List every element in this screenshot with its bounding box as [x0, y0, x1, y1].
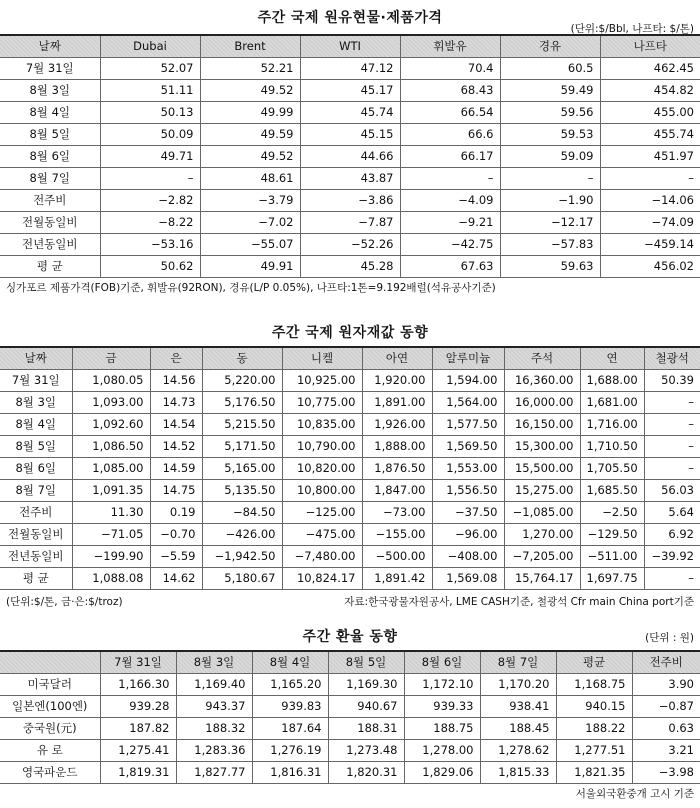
oil-table-cell: −1.90: [500, 189, 600, 211]
oil-price-title: 주간 국제 원유현물·제품가격: [257, 10, 443, 26]
metals-table-cell: 0.19: [150, 501, 202, 523]
oil-footnote: 싱가포르 제품가격(FOB)기준, 휘발유(92RON), 경유(L/P 0.05%), 나프타:1톤=9.192배럴(석유공사기준): [6, 281, 496, 294]
metals-table-cell: 5,215.50: [202, 413, 282, 435]
metals-table-cell: −7,205.00: [504, 545, 580, 567]
metals-table-cell: −2.50: [580, 501, 644, 523]
fx-table-cell: 1,277.51: [556, 739, 632, 761]
oil-table-cell: −4.09: [400, 189, 500, 211]
metals-table-row: [0, 391, 700, 413]
metals-table-cell: 5,180.67: [202, 567, 282, 589]
fx-table-cell: 1,815.33: [480, 761, 556, 783]
oil-table-cell: 455.00: [600, 101, 700, 123]
oil-table-cell: −12.17: [500, 211, 600, 233]
oil-table-row: [0, 211, 700, 233]
oil-table-cell: 60.5: [500, 57, 600, 79]
metals-table-cell: 10,824.17: [282, 567, 362, 589]
metals-table-cell: 14.75: [150, 479, 202, 501]
metals-table-cell: 5,171.50: [202, 435, 282, 457]
fx-table-cell: 1,278.62: [480, 739, 556, 761]
oil-table-cell: 59.63: [500, 255, 600, 277]
fx-source: 서울외국환중개 고시 기준: [575, 788, 694, 800]
metals-table-cell: 1,085.00: [72, 457, 150, 479]
metals-table-cell: 1,093.00: [72, 391, 150, 413]
metals-table-cell: 56.03: [644, 479, 700, 501]
metals-table-cell: −7,480.00: [282, 545, 362, 567]
metals-table-row: [0, 369, 700, 391]
oil-table-row: [0, 255, 700, 277]
metals-table-cell: 1,553.00: [432, 457, 504, 479]
fx-table-cell: −3.98: [632, 761, 700, 783]
metals-table-header-cell: 알루미늄: [432, 347, 504, 369]
oil-table-cell: 59.53: [500, 123, 600, 145]
fx-table-cell: 1,816.31: [252, 761, 328, 783]
fx-table-row: [0, 717, 700, 739]
oil-table-row-label: 8월 3일: [0, 79, 100, 101]
fx-table-cell: 1,829.06: [404, 761, 480, 783]
fx-table-row: [0, 761, 700, 783]
fx-table-header-cell: 8월 6일: [404, 651, 480, 673]
oil-table-cell: 49.91: [200, 255, 300, 277]
metals-table-cell: −96.00: [432, 523, 504, 545]
oil-table-cell: −57.83: [500, 233, 600, 255]
metals-table-cell: −0.70: [150, 523, 202, 545]
oil-table-row-label: 7월 31일: [0, 57, 100, 79]
metals-table-row-label: 전년동일비: [0, 545, 72, 567]
oil-table-header-cell: 경유: [500, 35, 600, 57]
oil-table-cell: −9.21: [400, 211, 500, 233]
metals-table-row: [0, 523, 700, 545]
oil-table-row-label: 전월동일비: [0, 211, 100, 233]
metals-footrow: [0, 590, 700, 612]
oil-table-cell: −42.75: [400, 233, 500, 255]
fx-table-cell: 1,165.20: [252, 673, 328, 695]
oil-table-cell: 451.97: [600, 145, 700, 167]
oil-table-row: [0, 57, 700, 79]
fx-table-cell: 1,819.31: [100, 761, 176, 783]
metals-table-cell: 1,569.08: [432, 567, 504, 589]
oil-table-row-label: 전년동일비: [0, 233, 100, 255]
oil-table-header-cell: 날짜: [0, 35, 100, 57]
fx-table-row: [0, 673, 700, 695]
metals-table-row: [0, 479, 700, 501]
oil-table-row-label: 8월 5일: [0, 123, 100, 145]
metals-table-cell: 10,775.00: [282, 391, 362, 413]
metals-table-cell: −39.92: [644, 545, 700, 567]
fx-unit: (단위 : 원): [645, 632, 694, 644]
fx-table-cell: 939.33: [404, 695, 480, 717]
oil-table-cell: 68.43: [400, 79, 500, 101]
metals-table-cell: 1,556.50: [432, 479, 504, 501]
metals-table-cell: −500.00: [362, 545, 432, 567]
metals-table-cell: –: [644, 567, 700, 589]
oil-table-cell: 59.09: [500, 145, 600, 167]
fx-table-cell: 939.28: [100, 695, 176, 717]
oil-table-cell: 47.12: [300, 57, 400, 79]
fx-table-cell: 938.41: [480, 695, 556, 717]
metals-table-cell: 1,926.00: [362, 413, 432, 435]
fx-table-cell: 1,276.19: [252, 739, 328, 761]
oil-table-cell: 66.6: [400, 123, 500, 145]
fx-table-cell: −0.87: [632, 695, 700, 717]
metals-table-cell: 1,577.50: [432, 413, 504, 435]
oil-table-header-cell: Dubai: [100, 35, 200, 57]
fx-table-cell: 939.83: [252, 695, 328, 717]
oil-table-cell: 59.49: [500, 79, 600, 101]
metals-table-row-label: 전월동일비: [0, 523, 72, 545]
metals-table-cell: 1,891.42: [362, 567, 432, 589]
fx-table-cell: 1,169.30: [328, 673, 404, 695]
metals-table-cell: 1,716.00: [580, 413, 644, 435]
oil-table-cell: −74.09: [600, 211, 700, 233]
metals-table-cell: 10,925.00: [282, 369, 362, 391]
metals-table-cell: −129.50: [580, 523, 644, 545]
metals-table-cell: 50.39: [644, 369, 700, 391]
metals-table-cell: −1,942.50: [202, 545, 282, 567]
oil-price-unit: (단위:$/Bbl, 나프타: $/톤): [570, 23, 694, 35]
metals-table-cell: 14.62: [150, 567, 202, 589]
metals-table-row-label: 8월 5일: [0, 435, 72, 457]
oil-table-cell: 51.11: [100, 79, 200, 101]
oil-table-cell: 456.02: [600, 255, 700, 277]
metals-table-cell: 1,594.00: [432, 369, 504, 391]
oil-table-row-label: 8월 7일: [0, 167, 100, 189]
metals-table-cell: 1,086.50: [72, 435, 150, 457]
metals-table-cell: 5,220.00: [202, 369, 282, 391]
metals-table-header-cell: 날짜: [0, 347, 72, 369]
metals-table-cell: −408.00: [432, 545, 504, 567]
metals-table-cell: −5.59: [150, 545, 202, 567]
metals-table-header-cell: 니켈: [282, 347, 362, 369]
metals-table-cell: 14.73: [150, 391, 202, 413]
metals-table-cell: 11.30: [72, 501, 150, 523]
fx-table-cell: 3.21: [632, 739, 700, 761]
metals-table-cell: 1,091.35: [72, 479, 150, 501]
fx-table-cell: 188.75: [404, 717, 480, 739]
metals-table-row: [0, 435, 700, 457]
metals-table-row: [0, 413, 700, 435]
metals-table-cell: −511.00: [580, 545, 644, 567]
metals-table-cell: 1,705.50: [580, 457, 644, 479]
metals-table-cell: 15,275.00: [504, 479, 580, 501]
fx-table-cell: 188.31: [328, 717, 404, 739]
oil-table-cell: 70.4: [400, 57, 500, 79]
fx-table-cell: 188.32: [176, 717, 252, 739]
metals-table-cell: −125.00: [282, 501, 362, 523]
metals-table-header-cell: 연: [580, 347, 644, 369]
oil-table-header-cell: WTI: [300, 35, 400, 57]
fx-section: [0, 620, 700, 784]
metals-unit: (단위:$/톤, 금·은:$/troz): [6, 595, 123, 608]
fx-table-cell: 943.37: [176, 695, 252, 717]
fx-table-cell: 188.45: [480, 717, 556, 739]
metals-table-cell: 16,000.00: [504, 391, 580, 413]
metals-table-cell: 10,835.00: [282, 413, 362, 435]
oil-table-row-label: 평 균: [0, 255, 100, 277]
oil-table-row: [0, 79, 700, 101]
fx-table-header-cell: 8월 3일: [176, 651, 252, 673]
metals-table-row: [0, 545, 700, 567]
metals-table-header-cell: 주석: [504, 347, 580, 369]
metals-table-cell: 1,847.00: [362, 479, 432, 501]
fx-table-row-label: 중국원(元): [0, 717, 100, 739]
fx-table-cell: 1,169.40: [176, 673, 252, 695]
oil-table-cell: 66.17: [400, 145, 500, 167]
metals-table-row: [0, 501, 700, 523]
metals-table-cell: −426.00: [202, 523, 282, 545]
oil-table-cell: −7.87: [300, 211, 400, 233]
oil-table-cell: –: [400, 167, 500, 189]
oil-table-cell: −52.26: [300, 233, 400, 255]
oil-table-cell: 50.13: [100, 101, 200, 123]
metals-table-header-cell: 금: [72, 347, 150, 369]
fx-table-cell: 1,275.41: [100, 739, 176, 761]
metals-table-cell: −84.50: [202, 501, 282, 523]
oil-table-cell: 67.63: [400, 255, 500, 277]
fx-table-cell: 940.67: [328, 695, 404, 717]
metals-table-cell: −71.05: [72, 523, 150, 545]
oil-table-cell: 50.09: [100, 123, 200, 145]
oil-table-header-cell: 휘발유: [400, 35, 500, 57]
metals-table-cell: 10,800.00: [282, 479, 362, 501]
metals-table-row-label: 전주비: [0, 501, 72, 523]
metals-table-cell: –: [644, 413, 700, 435]
metals-table-cell: 15,500.00: [504, 457, 580, 479]
oil-table-cell: 49.52: [200, 145, 300, 167]
oil-table-cell: −3.86: [300, 189, 400, 211]
metals-table-cell: 1,688.00: [580, 369, 644, 391]
oil-table-cell: –: [100, 167, 200, 189]
oil-table-cell: −459.14: [600, 233, 700, 255]
metals-table-cell: −1,085.00: [504, 501, 580, 523]
fx-table-cell: 3.90: [632, 673, 700, 695]
metals-table-header-cell: 철광석: [644, 347, 700, 369]
metals-table-cell: −155.00: [362, 523, 432, 545]
metals-table-cell: 1,710.50: [580, 435, 644, 457]
metals-table-cell: 14.52: [150, 435, 202, 457]
oil-table-cell: 52.07: [100, 57, 200, 79]
oil-table-cell: –: [600, 167, 700, 189]
fx-table-row: [0, 739, 700, 761]
metals-table-cell: 1,270.00: [504, 523, 580, 545]
fx-table-cell: 187.64: [252, 717, 328, 739]
fx-table-cell: 1,821.35: [556, 761, 632, 783]
oil-table-cell: 462.45: [600, 57, 700, 79]
metals-source: 자료:한국광물자원공사, LME CASH기준, 철광석 Cfr main China port기준: [344, 595, 694, 608]
oil-table-cell: 49.71: [100, 145, 200, 167]
fx-table-cell: 1,273.48: [328, 739, 404, 761]
metals-table-cell: 1,685.50: [580, 479, 644, 501]
fx-table-row-label: 유 로: [0, 739, 100, 761]
fx-table-cell: 1,168.75: [556, 673, 632, 695]
metals-table-cell: 16,150.00: [504, 413, 580, 435]
fx-table-cell: 188.22: [556, 717, 632, 739]
metals-table-row-label: 8월 3일: [0, 391, 72, 413]
fx-table-header-cell: 평균: [556, 651, 632, 673]
oil-table-row: [0, 233, 700, 255]
fx-table: [0, 650, 700, 784]
oil-table-cell: –: [500, 167, 600, 189]
fx-table-header-cell: 전주비: [632, 651, 700, 673]
metals-table-cell: 1,681.00: [580, 391, 644, 413]
metals-table-cell: −37.50: [432, 501, 504, 523]
metals-table-cell: 15,764.17: [504, 567, 580, 589]
oil-price-section: [0, 0, 700, 298]
oil-table-cell: 50.62: [100, 255, 200, 277]
metals-table-cell: 1,697.75: [580, 567, 644, 589]
metals-table-cell: 1,876.50: [362, 457, 432, 479]
oil-table-row: [0, 123, 700, 145]
oil-table-cell: 49.52: [200, 79, 300, 101]
metals-table-cell: 16,360.00: [504, 369, 580, 391]
metals-table-cell: 5,165.00: [202, 457, 282, 479]
oil-table-row: [0, 145, 700, 167]
oil-table-cell: 52.21: [200, 57, 300, 79]
metals-table-row: [0, 567, 700, 589]
metals-table-cell: 1,564.00: [432, 391, 504, 413]
oil-table-cell: −8.22: [100, 211, 200, 233]
metals-section: [0, 318, 700, 612]
oil-table-cell: 454.82: [600, 79, 700, 101]
metals-table-row-label: 8월 7일: [0, 479, 72, 501]
oil-table-cell: 455.74: [600, 123, 700, 145]
metals-table-cell: 10,790.00: [282, 435, 362, 457]
fx-table-row-label: 영국파운드: [0, 761, 100, 783]
metals-table-row-label: 7월 31일: [0, 369, 72, 391]
oil-table-cell: 45.28: [300, 255, 400, 277]
oil-table-row-label: 8월 6일: [0, 145, 100, 167]
fx-table-cell: 940.15: [556, 695, 632, 717]
metals-table-cell: 5.64: [644, 501, 700, 523]
oil-table-cell: 59.56: [500, 101, 600, 123]
metals-table-row-label: 8월 4일: [0, 413, 72, 435]
oil-table-cell: 45.15: [300, 123, 400, 145]
metals-table-cell: 14.59: [150, 457, 202, 479]
fx-table-cell: 1,166.30: [100, 673, 176, 695]
metals-table-cell: 14.56: [150, 369, 202, 391]
fx-table-cell: 0.63: [632, 717, 700, 739]
metals-table-cell: 1,891.00: [362, 391, 432, 413]
metals-table-cell: −475.00: [282, 523, 362, 545]
metals-table-cell: 1,092.60: [72, 413, 150, 435]
metals-table-cell: 14.54: [150, 413, 202, 435]
metals-table-cell: 1,088.08: [72, 567, 150, 589]
oil-price-table: [0, 34, 700, 278]
metals-table-cell: 1,569.50: [432, 435, 504, 457]
oil-table-header-cell: Brent: [200, 35, 300, 57]
metals-table: [0, 346, 700, 590]
fx-table-cell: 1,170.20: [480, 673, 556, 695]
fx-table-cell: 187.82: [100, 717, 176, 739]
fx-table-row: [0, 695, 700, 717]
fx-table-cell: 1,283.36: [176, 739, 252, 761]
oil-table-row-label: 8월 4일: [0, 101, 100, 123]
metals-table-cell: −73.00: [362, 501, 432, 523]
metals-table-cell: 5,176.50: [202, 391, 282, 413]
fx-table-cell: 1,827.77: [176, 761, 252, 783]
metals-table-cell: 1,080.05: [72, 369, 150, 391]
fx-table-header-cell: 8월 4일: [252, 651, 328, 673]
fx-table-cell: 1,278.00: [404, 739, 480, 761]
metals-table-cell: –: [644, 457, 700, 479]
fx-title: 주간 환율 동향: [302, 629, 398, 645]
metals-table-cell: 1,888.00: [362, 435, 432, 457]
oil-table-cell: 45.17: [300, 79, 400, 101]
fx-table-row-label: 미국달러: [0, 673, 100, 695]
oil-table-cell: −53.16: [100, 233, 200, 255]
fx-table-cell: 1,820.31: [328, 761, 404, 783]
metals-table-cell: 5,135.50: [202, 479, 282, 501]
metals-table-header-cell: 은: [150, 347, 202, 369]
fx-table-header-cell: 8월 7일: [480, 651, 556, 673]
oil-table-cell: 66.54: [400, 101, 500, 123]
oil-table-row: [0, 189, 700, 211]
oil-table-cell: 49.99: [200, 101, 300, 123]
oil-table-header-cell: 나프타: [600, 35, 700, 57]
oil-table-cell: 45.74: [300, 101, 400, 123]
metals-table-cell: 10,820.00: [282, 457, 362, 479]
metals-table-cell: 6.92: [644, 523, 700, 545]
fx-table-header-cell: 8월 5일: [328, 651, 404, 673]
fx-table-row-label: 일본엔(100엔): [0, 695, 100, 717]
oil-table-cell: 43.87: [300, 167, 400, 189]
metals-table-cell: –: [644, 391, 700, 413]
oil-table-row: [0, 167, 700, 189]
metals-table-header-cell: 동: [202, 347, 282, 369]
oil-table-cell: 48.61: [200, 167, 300, 189]
metals-table-row-label: 8월 6일: [0, 457, 72, 479]
oil-table-row-label: 전주비: [0, 189, 100, 211]
oil-table-cell: −55.07: [200, 233, 300, 255]
metals-title: 주간 국제 원자재값 동향: [271, 325, 429, 341]
metals-table-row-label: 평 균: [0, 567, 72, 589]
metals-table-cell: 15,300.00: [504, 435, 580, 457]
metals-table-cell: −199.90: [72, 545, 150, 567]
oil-table-cell: −14.06: [600, 189, 700, 211]
oil-table-row: [0, 101, 700, 123]
fx-table-cell: 1,172.10: [404, 673, 480, 695]
fx-table-header-cell: [0, 651, 100, 673]
oil-table-cell: −7.02: [200, 211, 300, 233]
metals-table-row: [0, 457, 700, 479]
oil-table-cell: −2.82: [100, 189, 200, 211]
oil-table-cell: 49.59: [200, 123, 300, 145]
fx-table-header-cell: 7월 31일: [100, 651, 176, 673]
oil-table-cell: −3.79: [200, 189, 300, 211]
metals-table-cell: –: [644, 435, 700, 457]
oil-table-cell: 44.66: [300, 145, 400, 167]
metals-table-header-cell: 아연: [362, 347, 432, 369]
metals-table-cell: 1,920.00: [362, 369, 432, 391]
